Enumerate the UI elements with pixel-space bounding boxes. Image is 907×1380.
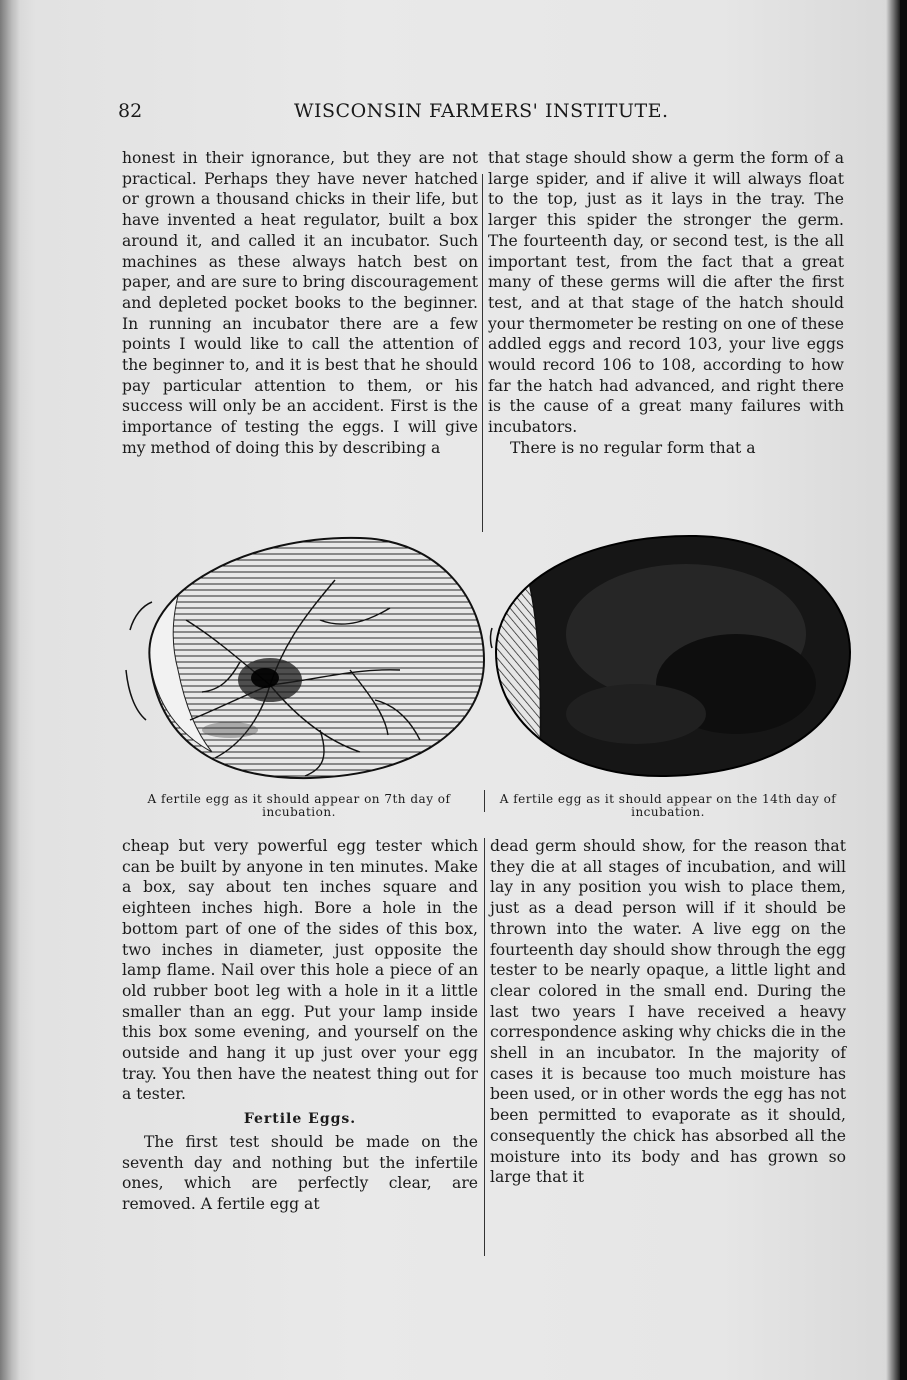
bottom-right-paragraph: dead germ should show, for the reason that they die at all stages of incubation, and will lay in any position you wish to place them, just as a dead person will if it should be thrown into the water. A live egg on the fourteenth day should show through the egg tester to be nearly opaque, a little light and clear colored in the small end. During the last two years I have received a heavy correspondence asking why chicks die in the shell in an incubator. In the majority of cases it is because too much moisture has been used, or in other words the egg has not been permitted to evaporate as it should, consequently the chick has absorbed all the moisture into its body and has grown so large that it — [490, 837, 846, 1187]
bottom-left-paragraph-1: cheap but very powerful egg tester which can be built by anyone in ten minutes. Make a box, say about ten inches square and eighteen inches high. Bore a hole in the bottom part of one of the sides of this box, two inches in diameter, just opposite the lamp flame. Nail over this hole a piece of an old rubber boot leg with a hole in it a little smaller than an egg. Put your lamp inside this box some evening, and yourself on the outside and hang it up just over your egg tray. You then have the neatest thing out for a tester. — [122, 837, 478, 1104]
top-left-paragraph: honest in their ignorance, but they are not practical. Perhaps they have never hatched or grown a thousand chicks in their life, but have invented a heat regulator, built a box around it, and called it an incubator. Such machines as these always hatch best on paper, and are sure to bring discouragement and depleted pocket books to the beginner. In running an incubator there are a few points I would like to call the attention of the beginner to, and it is best that he should pay particular attention to them, or his success will only be an accident. First is the importance of testing the eggs. I will give my method of doing this by describing a — [122, 149, 478, 457]
figure-caption-7th-day: A fertile egg as it should appear on 7th day of incubation. — [147, 792, 451, 819]
top-right-paragraph-2: There is no regular form that a — [510, 438, 756, 457]
figure-caption-14th-day: A fertile egg as it should appear on the 14th day of incubation. — [499, 792, 837, 819]
page-number: 82 — [118, 100, 143, 122]
egg-14th-day-illustration — [486, 524, 854, 786]
bottom-left-paragraph-2: The first test should be made on the seventh day and nothing but the infertile ones, which are perfectly clear, are removed. A fertile egg at — [122, 1132, 478, 1213]
bottom-right-column — [490, 836, 846, 1188]
bottom-left-column — [122, 836, 478, 1215]
page-spine-shadow — [0, 0, 20, 1380]
top-right-paragraph-1: that stage should show a germ the form of a large spider, and if alive it will always float to the top, just as it lays in the tray. The larger this spider the stronger the germ. The fourteenth day, or second test, is the all important test, from the fact that a great many of these germs will die after the first test, and at that stage of the hatch should your thermometer be resting on one of these addled eggs and record 103, your live eggs would record 106 to 108, according to how far the hatch had advanced, and right there is the cause of a great many failures with incubators. — [488, 149, 844, 437]
caption-divider — [484, 790, 485, 812]
column-divider-top — [482, 174, 483, 532]
running-title: WISCONSIN FARMERS' INSTITUTE. — [294, 100, 669, 122]
egg-7th-day-illustration — [120, 520, 488, 788]
top-left-column — [122, 148, 478, 459]
page-header — [118, 100, 840, 130]
section-subheading: Fertile Eggs. — [243, 1111, 357, 1128]
page-edge-shadow — [886, 0, 900, 1380]
column-divider-bottom — [484, 838, 485, 1256]
top-right-column — [488, 148, 844, 459]
